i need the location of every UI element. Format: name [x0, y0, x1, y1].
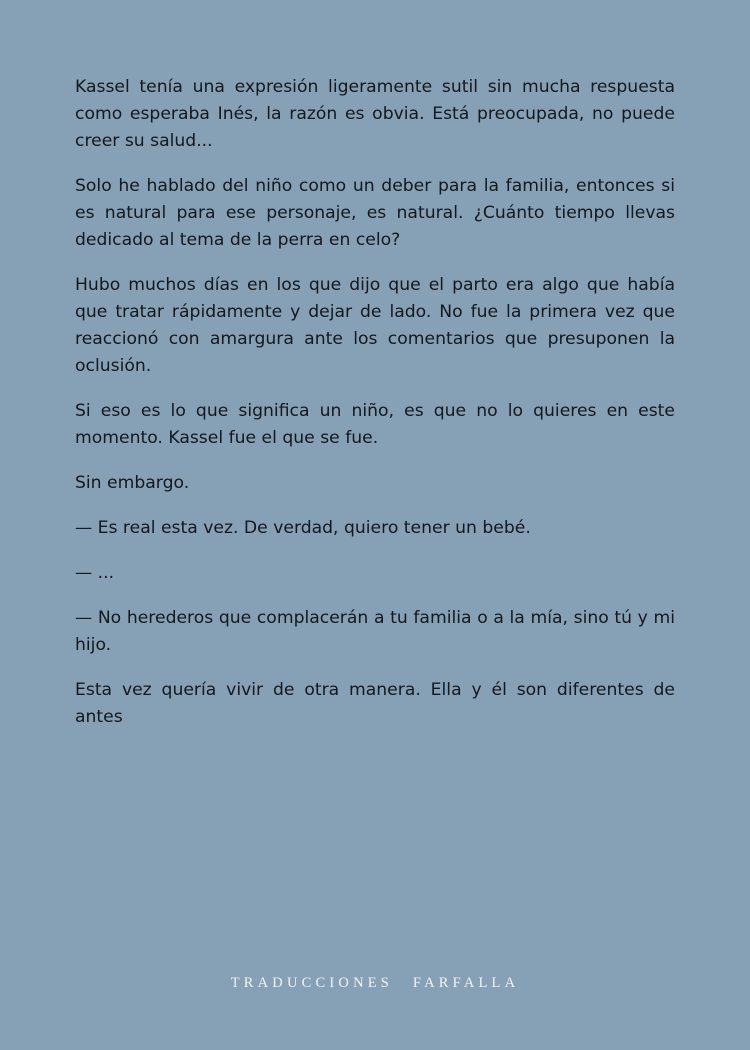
- paragraph: Sin embargo.: [75, 473, 190, 493]
- footer-word: FARFALLA: [412, 975, 520, 991]
- dialogue-line: — No herederos que complacerán a tu familia o a la mía, sino tú y mi hijo.: [75, 608, 675, 655]
- paragraph: Si eso es lo que significa un niño, es que no lo quieres en este momento. Kassel fue el que se fue.: [75, 401, 675, 448]
- paragraph: Kassel tenía una expresión ligeramente sutil sin mucha respuesta como esperaba Inés, la razón es obvia. Está preocupada, no puede creer su salud...: [75, 77, 675, 151]
- paragraph: Hubo muchos días en los que dijo que el parto era algo que había que tratar rápidamente y dejar de lado. No fue la primera vez que reaccionó con amargura ante los comentarios que presuponen la oclusión.: [75, 275, 675, 376]
- paragraph: Esta vez quería vivir de otra manera. Ella y él son diferentes de antes: [75, 680, 675, 727]
- footer-word: TRADUCCIONES: [230, 975, 394, 991]
- page-body: [75, 74, 675, 749]
- dialogue-line: — Es real esta vez. De verdad, quiero tener un bebé.: [75, 518, 531, 538]
- footer-credit: [0, 975, 750, 992]
- dialogue-line: — ...: [75, 563, 115, 583]
- paragraph: Solo he hablado del niño como un deber para la familia, entonces si es natural para ese personaje, es natural. ¿Cuánto tiempo llevas dedicado al tema de la perra en celo?: [75, 176, 675, 250]
